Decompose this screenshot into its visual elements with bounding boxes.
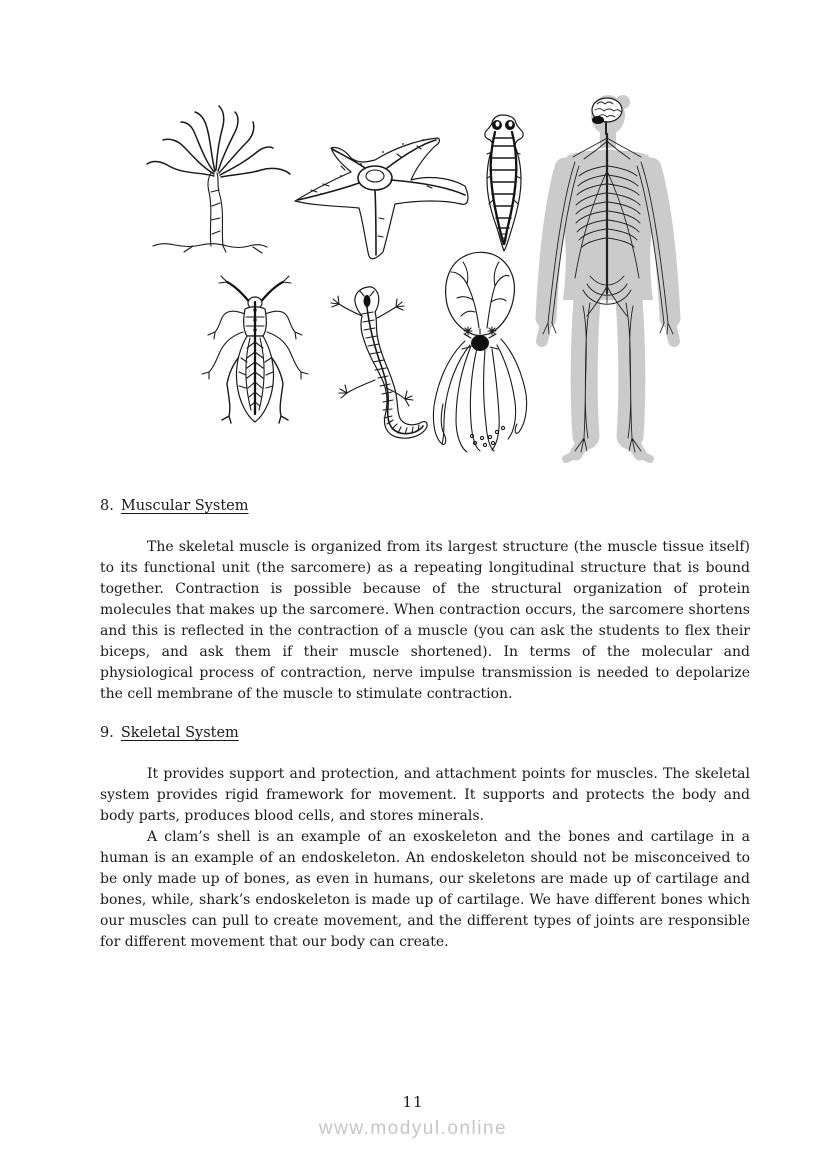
section-9-number: 9.	[100, 725, 114, 741]
octopus-nervous-system-illustration	[433, 252, 526, 452]
skeletal-system-paragraph-1: It provides support and protection, and attachment points for muscles. The skeletal system provides rigid framework for movement. It supports and protects the body and body parts, produces blood cells, and stores minerals.	[100, 766, 750, 824]
starfish-nervous-system-illustration	[295, 138, 468, 259]
watermark-text: www.modyul.online	[318, 1118, 508, 1139]
section-8-body	[100, 537, 750, 705]
grasshopper-nervous-system-illustration	[202, 276, 308, 423]
hydra-nerve-net-illustration	[147, 106, 290, 253]
section-9-heading	[100, 723, 750, 743]
human-nervous-system-illustration	[542, 95, 674, 459]
muscular-system-paragraph: The skeletal muscle is organized from its largest structure (the muscle tissue itself) to its functional unit (the sarcomere) as a repeating longitudinal structure that is bound together. Contraction is possible because of the structural organization of protein molecules that makes up the sarcomere. When contraction occurs, the sarcomere shortens and this is reflected in the contraction of a muscle (you can ask the students to flex their biceps, and ask them if their muscle shortened). In terms of the molecular and physiological process of contraction, nerve impulse transmission is needed to depolarize the cell membrane of the muscle to stimulate contraction.	[100, 539, 750, 702]
section-8-heading	[100, 496, 750, 516]
section-8-title: Muscular System	[120, 498, 249, 514]
skeletal-system-paragraph-2: A clam’s shell is an example of an exoskeleton and the bones and cartilage in a human is an example of an endoskeleton. An endoskeleton should not be misconceived to be only made up of bones, as even in humans, our skeletons are made up of cartilage and bones, while, shark’s endoskeleton is made up of cartilage. We have different bones which our muscles can pull to create movement, and the different types of joints are responsible for different movement that our body can create.	[100, 829, 750, 950]
page-number: 11	[402, 1093, 424, 1111]
nervous-systems-figure	[135, 88, 695, 473]
section-8-number: 8.	[100, 498, 114, 514]
section-9-title: Skeletal System	[120, 725, 239, 741]
nervous-systems-illustration	[135, 88, 695, 473]
salamander-nervous-system-illustration	[331, 287, 427, 438]
flatworm-nervous-system-illustration	[485, 115, 523, 251]
section-9-body	[100, 764, 750, 953]
